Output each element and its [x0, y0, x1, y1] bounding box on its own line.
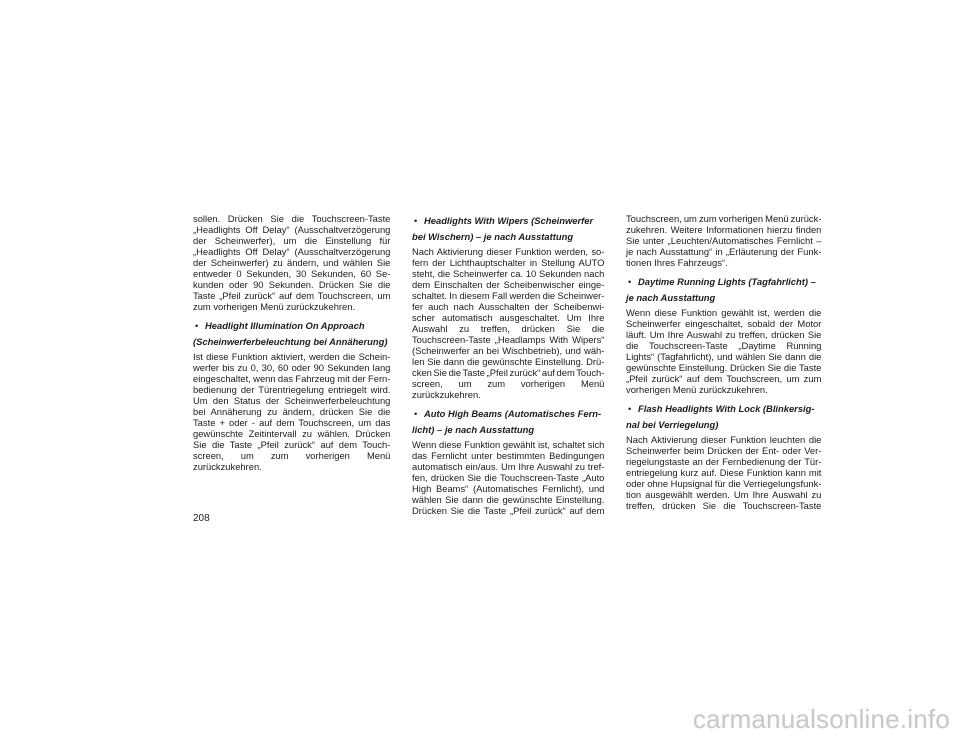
text-line: wählen Sie dann die gewünschte Einstellung.: [412, 494, 605, 505]
text-line: Drücken Sie die Taste „Pfeil zurück“ auf dem: [412, 505, 605, 516]
text-line: fer auch nach Ausschalten der Scheibenwi-: [412, 301, 605, 312]
bullet-icon: •: [414, 215, 418, 226]
text-line: dem Einschalten der Scheibenwischer einge-: [412, 279, 605, 290]
text-line: Ist diese Funktion aktiviert, werden die Schein-: [193, 351, 391, 362]
heading-line: [412, 422, 605, 438]
heading-line: [193, 334, 391, 350]
text-line: riegelungstaste an der Fernbedienung der Tür-: [626, 456, 822, 467]
column-left: [193, 213, 391, 472]
text-line: Auswahl zu treffen, drücken Sie die: [412, 323, 605, 334]
text-line: entweder 0 Sekunden, 30 Sekunden, 60 Se-: [193, 268, 391, 279]
section-heading-auto-high-beams: [412, 406, 605, 438]
text-line: treffen, drücken Sie die Touchscreen-Taste: [626, 500, 822, 511]
section-heading-flash-headlights-with-lock: [626, 401, 822, 433]
text-line: fen, drücken Sie die Touchscreen-Taste „Auto: [412, 472, 605, 483]
heading-text: Headlight Illumination On Approach: [205, 320, 365, 331]
heading-text: nal bei Verriegelung): [626, 419, 719, 430]
text-line: läuft. Um Ihre Auswahl zu treffen, drücken Sie: [626, 329, 822, 340]
bullet-icon: •: [628, 276, 632, 287]
text-line: bei Annäherung zu ändern, drücken Sie die: [193, 406, 391, 417]
text-line: Touchscreen-Taste „Headlamps With Wipers“: [412, 334, 605, 345]
text-line: Nach Aktivierung dieser Funktion werden, so-: [412, 246, 605, 257]
text-line: len Sie dann die gewünschte Einstellung. Drü-: [412, 356, 605, 367]
text-line: Um den Status der Scheinwerferbeleuchtung: [193, 395, 391, 406]
text-line: Scheinwerfer beim Drücken der Ent- oder Ver-: [626, 445, 822, 456]
text-line: Touchscreen, um zum vorherigen Menü zurück-: [626, 213, 822, 224]
text-line: sollen. Drücken Sie die Touchscreen-Taste: [193, 213, 391, 224]
text-line: vorherigen Menü zurückzukehren.: [626, 384, 768, 395]
heading-line: [412, 229, 605, 245]
body-paragraph: [412, 439, 605, 516]
heading-line: [626, 290, 822, 306]
text-line: tionen Ihres Fahrzeugs“.: [626, 257, 728, 268]
body-paragraph: [626, 307, 822, 395]
watermark-logo-text: carmanualsonline.info: [692, 704, 950, 734]
heading-text: Flash Headlights With Lock (Blinkersig-: [638, 403, 815, 414]
heading-line: [626, 401, 822, 417]
text-line: das Fernlicht unter bestimmten Bedingungen: [412, 450, 605, 461]
text-line: fern der Lichthauptschalter in Stellung AUTO: [412, 257, 605, 268]
text-line: Wenn diese Funktion gewählt ist, schaltet sich: [412, 439, 605, 450]
heading-line: [193, 318, 391, 334]
bullet-icon: •: [414, 408, 418, 419]
text-line: „Pfeil zurück“ auf dem Touchscreen, um zum: [626, 373, 822, 384]
text-line: (Scheinwerfer an bei Wischbetrieb), und wäh-: [412, 345, 605, 356]
page-number: 208: [193, 513, 210, 524]
text-line: Wenn diese Funktion gewählt ist, werden die: [626, 307, 822, 318]
heading-text: (Scheinwerferbeleuchtung bei Annäherung): [193, 336, 388, 347]
text-line: zurückzukehren.: [412, 389, 481, 400]
text-line: gewünschte Einstellung. Drücken Sie die Taste: [626, 362, 822, 373]
text-line: werfer bis zu 0, 30, 60 oder 90 Sekunden lang: [193, 362, 391, 373]
column-middle: [412, 213, 605, 516]
text-line: je nach Ausstattung“ in „Erläuterung der Funk-: [626, 246, 822, 257]
heading-line: [412, 213, 605, 229]
text-line: automatisch ein/aus. Um Ihre Auswahl zu tref-: [412, 461, 605, 472]
bullet-icon: •: [195, 320, 199, 331]
text-line: eingeschaltet, wenn das Fahrzeug mit der Fern-: [193, 373, 391, 384]
text-line: Nach Aktivierung dieser Funktion leuchten die: [626, 434, 822, 445]
text-line: Scheinwerfer eingeschaltet, sobald der Motor: [626, 318, 822, 329]
section-heading-headlight-illumination-on-approach: [193, 318, 391, 350]
heading-line: [412, 406, 605, 422]
text-line: zukehren. Weitere Informationen hierzu finden: [626, 224, 822, 235]
section-heading-headlights-with-wipers: [412, 213, 605, 245]
text-line: Taste „Pfeil zurück“ auf dem Touchscreen, um: [193, 290, 391, 301]
text-line: scher automatisch ausgeschaltet. Um Ihre: [412, 312, 605, 323]
text-line: Sie unter „Leuchten/Automatisches Fernlicht –: [626, 235, 822, 246]
heading-text: licht) – je nach Ausstattung: [412, 424, 535, 435]
text-line: „Headlights Off Delay“ (Ausschaltverzögerung: [193, 246, 391, 257]
text-line: gewünschte Zeitintervall zu wählen. Drücken: [193, 428, 391, 439]
body-paragraph: [193, 351, 391, 472]
body-paragraph: [626, 213, 822, 268]
column-right: [626, 213, 822, 511]
text-line: schaltet. In diesem Fall werden die Scheinwer-: [412, 290, 605, 301]
body-paragraph: [412, 246, 605, 400]
heading-text: Daytime Running Lights (Tagfahrlicht) –: [638, 276, 816, 287]
text-line: „Headlights Off Delay“ (Ausschaltverzögerung: [193, 224, 391, 235]
text-line: die Touchscreen-Taste „Daytime Running: [626, 340, 822, 351]
text-line: Lights“ (Tagfahrlicht), und wählen Sie dann die: [626, 351, 822, 362]
text-line: Sie die Taste „Pfeil zurück“ auf dem Touch-: [193, 439, 391, 450]
text-line: steht, die Scheinwerfer ca. 10 Sekunden nach: [412, 268, 605, 279]
text-line: oder ohne Hupsignal für die Verriegelungsfunk-: [626, 478, 822, 489]
text-line: bedienung der Türentriegelung entriegelt wird.: [193, 384, 391, 395]
body-paragraph: [193, 213, 391, 312]
text-line: kunden oder 90 Sekunden. Drücken Sie die: [193, 279, 391, 290]
text-line: zum vorherigen Menü zurückzukehren.: [193, 301, 356, 312]
text-line: der Scheinwerfer), um die Einstellung für: [193, 235, 391, 246]
heading-text: Headlights With Wipers (Scheinwerfer: [424, 215, 594, 226]
text-line: zurückzukehren.: [193, 461, 262, 472]
text-line: screen, um zum vorherigen Menü: [193, 450, 391, 461]
heading-text: je nach Ausstattung: [626, 292, 716, 303]
text-line: High Beams“ (Automatisches Fernlicht), und: [412, 483, 605, 494]
text-line: Taste + oder - auf dem Touchscreen, um das: [193, 417, 391, 428]
section-heading-daytime-running-lights: [626, 274, 822, 306]
heading-text: bei Wischern) – je nach Ausstattung: [412, 231, 574, 242]
text-line: screen, um zum vorherigen Menü: [412, 378, 605, 389]
text-line: tion ausgewählt werden. Um Ihre Auswahl zu: [626, 489, 822, 500]
heading-line: [626, 274, 822, 290]
heading-text: Auto High Beams (Automatisches Fern-: [424, 408, 602, 419]
text-line: der Scheinwerfer) zu ändern, und wählen Sie: [193, 257, 391, 268]
heading-line: [626, 417, 822, 433]
text-line: cken Sie die Taste „Pfeil zurück“ auf dem Touch-: [412, 367, 605, 378]
body-paragraph: [626, 434, 822, 511]
text-line: entriegelung kurz auf. Diese Funktion kann mit: [626, 467, 822, 478]
bullet-icon: •: [628, 403, 632, 414]
